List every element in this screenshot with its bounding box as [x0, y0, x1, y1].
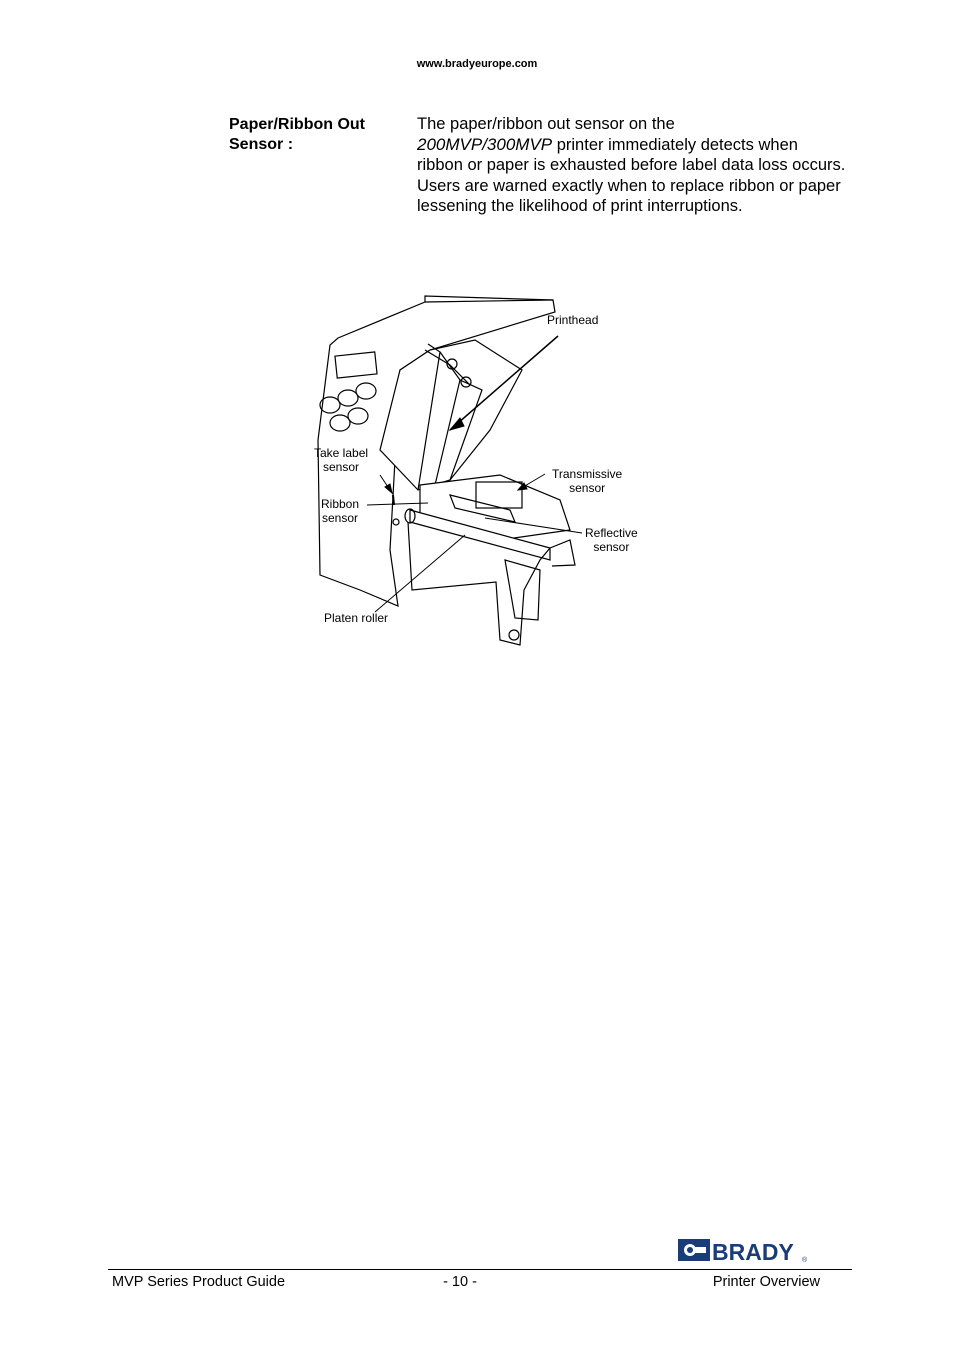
label-take-label-sensor: Take label sensor — [314, 446, 369, 474]
footer-page-number: - 10 - — [443, 1274, 477, 1290]
section-term-line1: Paper/Ribbon Out — [229, 116, 365, 133]
description-intro: The paper/ribbon out sensor on the — [417, 115, 675, 133]
footer-guide-title: MVP Series Product Guide — [112, 1274, 286, 1290]
description-rest: printer immediately detects when ribbon or paper is exhausted before label data loss occurs. Users are warned exactly when to replace ribbon or paper lessening the likelihood of print interruptions. — [417, 135, 846, 216]
label-ribbon-sensor: Ribbon sensor — [321, 497, 360, 525]
section-description — [417, 114, 847, 217]
printer-diagram — [300, 290, 660, 660]
brady-logo-registered: ® — [802, 1257, 808, 1264]
description-model: 200MVP/300MVP — [417, 134, 553, 154]
section-term — [229, 115, 399, 155]
footer-divider — [108, 1269, 852, 1270]
section-term-line2: Sensor : — [229, 136, 294, 153]
footer-section-name: Printer Overview — [712, 1274, 820, 1290]
label-reflective-sensor: Reflective sensor — [585, 526, 638, 554]
header-url: www.bradyeurope.com — [416, 58, 538, 70]
label-transmissive-sensor: Transmissive sensor — [552, 467, 623, 495]
label-platen-roller: Platen roller — [324, 611, 389, 625]
label-printhead: Printhead — [547, 313, 599, 327]
brady-logo-text: BRADY — [712, 1239, 794, 1265]
brady-logo — [678, 1235, 810, 1265]
